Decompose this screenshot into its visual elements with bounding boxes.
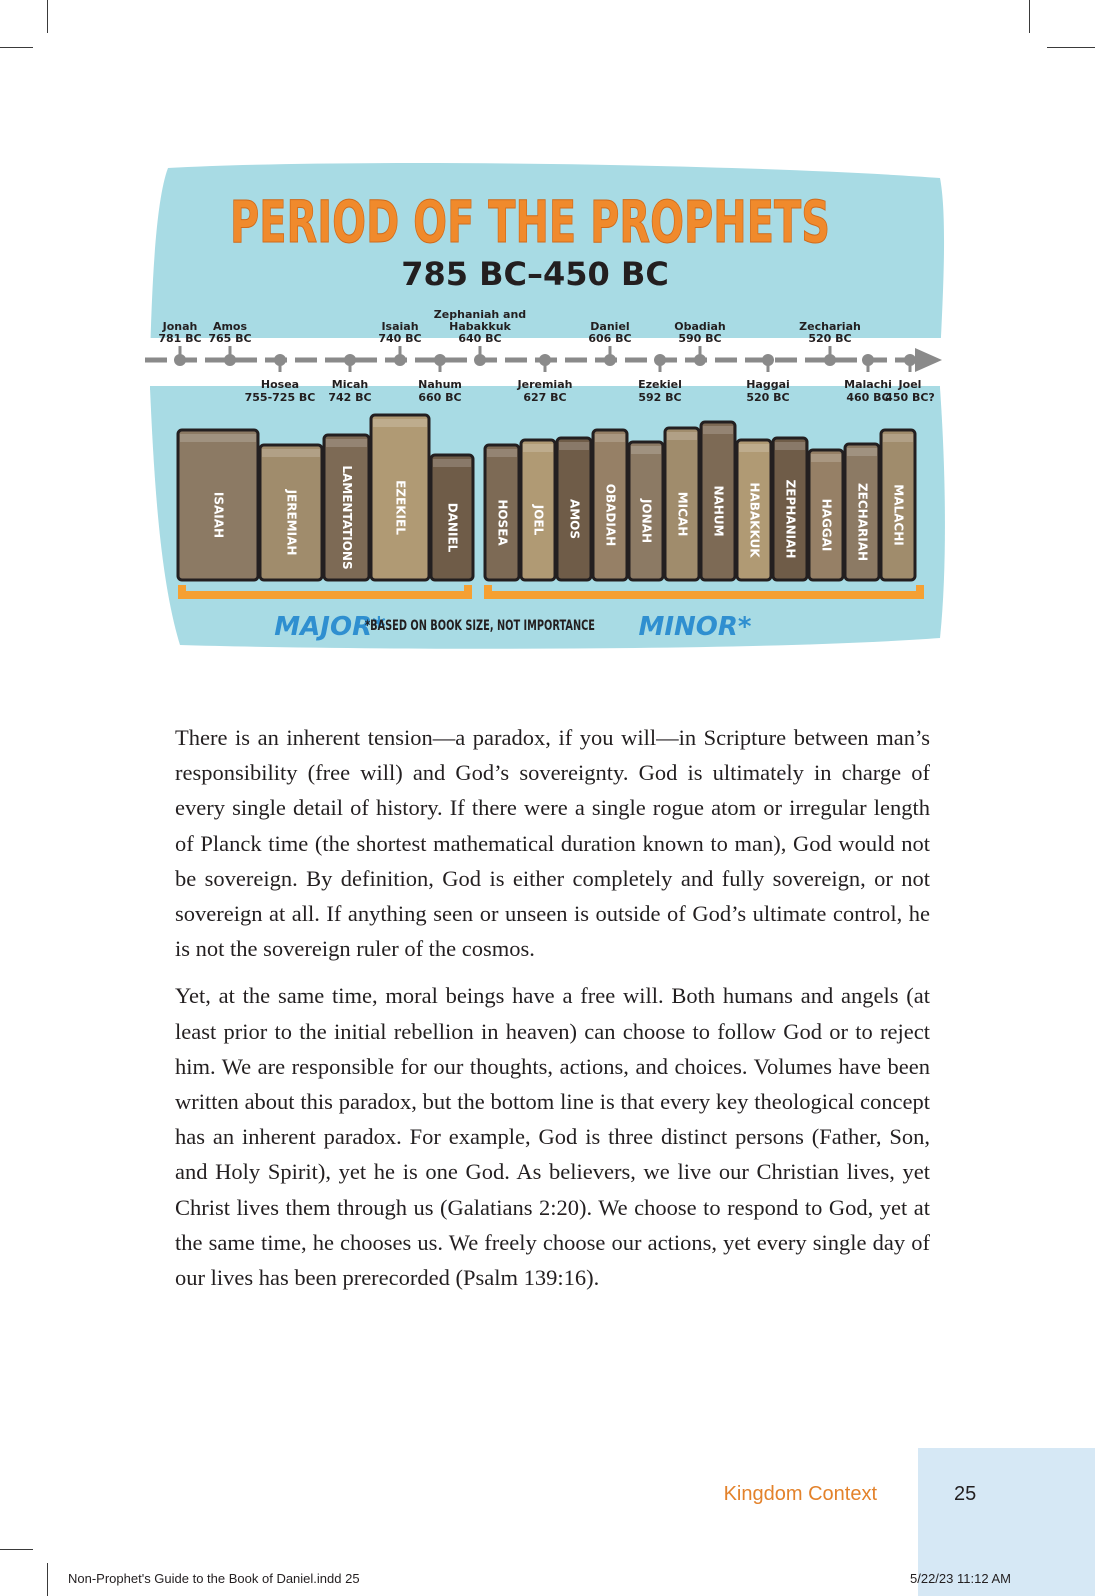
book-title: HOSEA [495,499,510,546]
timeline-marker [394,354,406,366]
timeline-marker [174,354,186,366]
book-title: AMOS [567,498,582,540]
timeline-marker [604,354,616,366]
timeline-marker [224,354,236,366]
timeline-date: 640 BC [458,332,502,345]
crop-mark [0,1549,33,1550]
timeline-prophet: Jonah [162,320,198,333]
timeline-date: 781 BC [158,332,202,345]
book-title: EZEKIEL [393,480,408,535]
timeline-prophet: Malachi [844,378,892,391]
timeline-marker [654,354,666,366]
timeline-date: 660 BC [418,391,462,404]
timeline-marker [762,354,774,366]
timeline-marker [824,354,836,366]
body-paragraph: Yet, at the same time, moral beings have a free will. Both humans and angels (at least prior to the initial rebellion in heaven) can choose to follow God or to reject him. We are responsible for our thoughts, actions, and choices. Volumes have been written about this paradox, but the bottom line is that every key theological concept has an inherent paradox. For example, God is three distinct persons (Father, Son, and Holy Spirit), yet he is one God. As believers, we live our Christian lives, yet Christ lives them through us (Galatians 2:20). We choose to respond to God, yet at the same time, he chooses us. We freely choose our actions, yet every single day of our lives has been prerecorded (Psalm 139:16). [175,983,930,1291]
timeline-date: 450 BC? [885,391,935,404]
book-title: JEREMIAH [284,489,299,556]
major-label: MAJOR* [274,612,386,642]
book-title: HAGGAI [819,498,834,552]
timeline-date: 627 BC [523,391,567,404]
book-title: ZEPHANIAH [783,479,798,559]
timeline-date: 460 BC [846,391,890,404]
minor-label: MINOR* [638,612,752,642]
timeline-date: 520 BC [746,391,790,404]
timeline-prophet: Jeremiah [517,378,573,391]
timeline-prophet: Zephaniah and [433,308,527,321]
prophets-infographic [150,160,950,660]
timeline-prophet: Daniel [590,320,630,333]
slug-date: 5/22/23 11:12 AM [910,1571,1011,1586]
book-title: MALACHI [891,484,906,546]
timeline-date: 740 BC [378,332,422,345]
timeline-marker [904,354,916,366]
timeline-prophet: Joel [898,378,922,391]
crop-mark [0,47,33,48]
timeline-marker [694,354,706,366]
timeline-prophet: Ezekiel [638,378,682,391]
timeline-prophet: Hosea [260,378,300,391]
slug-filename: Non-Prophet's Guide to the Book of Daniel.indd 25 [68,1571,360,1586]
book-title: HABAKKUK [747,482,762,558]
timeline-date: 755-725 BC [244,391,316,404]
book-title: ZECHARIAH [855,482,870,562]
crop-mark [1029,0,1030,33]
timeline-prophet: Habakkuk [449,320,511,333]
date-range: 785 BC–450 BC [401,255,669,293]
timeline-prophet: Micah [331,378,369,391]
timeline-prophet: Amos [212,320,248,333]
book-size-footnote: *BASED ON BOOK SIZE, NOT IMPORTANCE [365,618,595,634]
timeline-date: 592 BC [638,391,682,404]
body-paragraph: There is an inherent tension—a paradox, if you will—in Scripture between man’s responsibility (free will) and God’s sovereignty. God is ultimately in charge of every single detail of history. If there were a single rogue atom or irregular length of Planck time (the shortest mathematical duration known to man), God would not be sovereign. By definition, God is either completely and fully sovereign, or not sovereign at all. If anything seen or unseen is outside of God’s ultimate control, he is not the sovereign ruler of the cosmos. [175,725,930,962]
timeline-marker [862,354,874,366]
timeline-marker [474,354,486,366]
timeline-marker [344,354,356,366]
book-title: ISAIAH [211,491,226,539]
timeline-prophet: Obadiah [674,320,726,333]
timeline-date: 590 BC [678,332,722,345]
book-title: NAHUM [711,485,726,537]
page-number: 25 [954,1483,977,1505]
book-title: MICAH [675,491,690,537]
running-footer-section: Kingdom Context [723,1483,877,1505]
timeline-prophet: Zechariah [799,320,861,333]
timeline-marker [539,354,551,366]
timeline-marker [274,354,286,366]
book-title: LAMENTATIONS [340,465,354,570]
timeline-date: 765 BC [208,332,252,345]
book-title: OBADIAH [603,483,618,547]
body-text [175,720,930,1307]
crop-mark [47,1563,48,1596]
timeline-date: 606 BC [588,332,632,345]
timeline-prophet: Nahum [418,378,462,391]
book-title: JOEL [531,504,546,536]
book-title: JONAH [639,498,654,544]
timeline-prophet: Haggai [746,378,790,391]
timeline-marker [434,354,446,366]
infographic-title: PERIOD OF THE PROPHETS [230,188,830,256]
timeline-prophet: Isaiah [381,320,419,333]
book-title: DANIEL [445,502,460,553]
crop-mark [1047,47,1095,48]
timeline-date: 742 BC [328,391,372,404]
crop-mark [47,0,48,33]
timeline-date: 520 BC [808,332,852,345]
